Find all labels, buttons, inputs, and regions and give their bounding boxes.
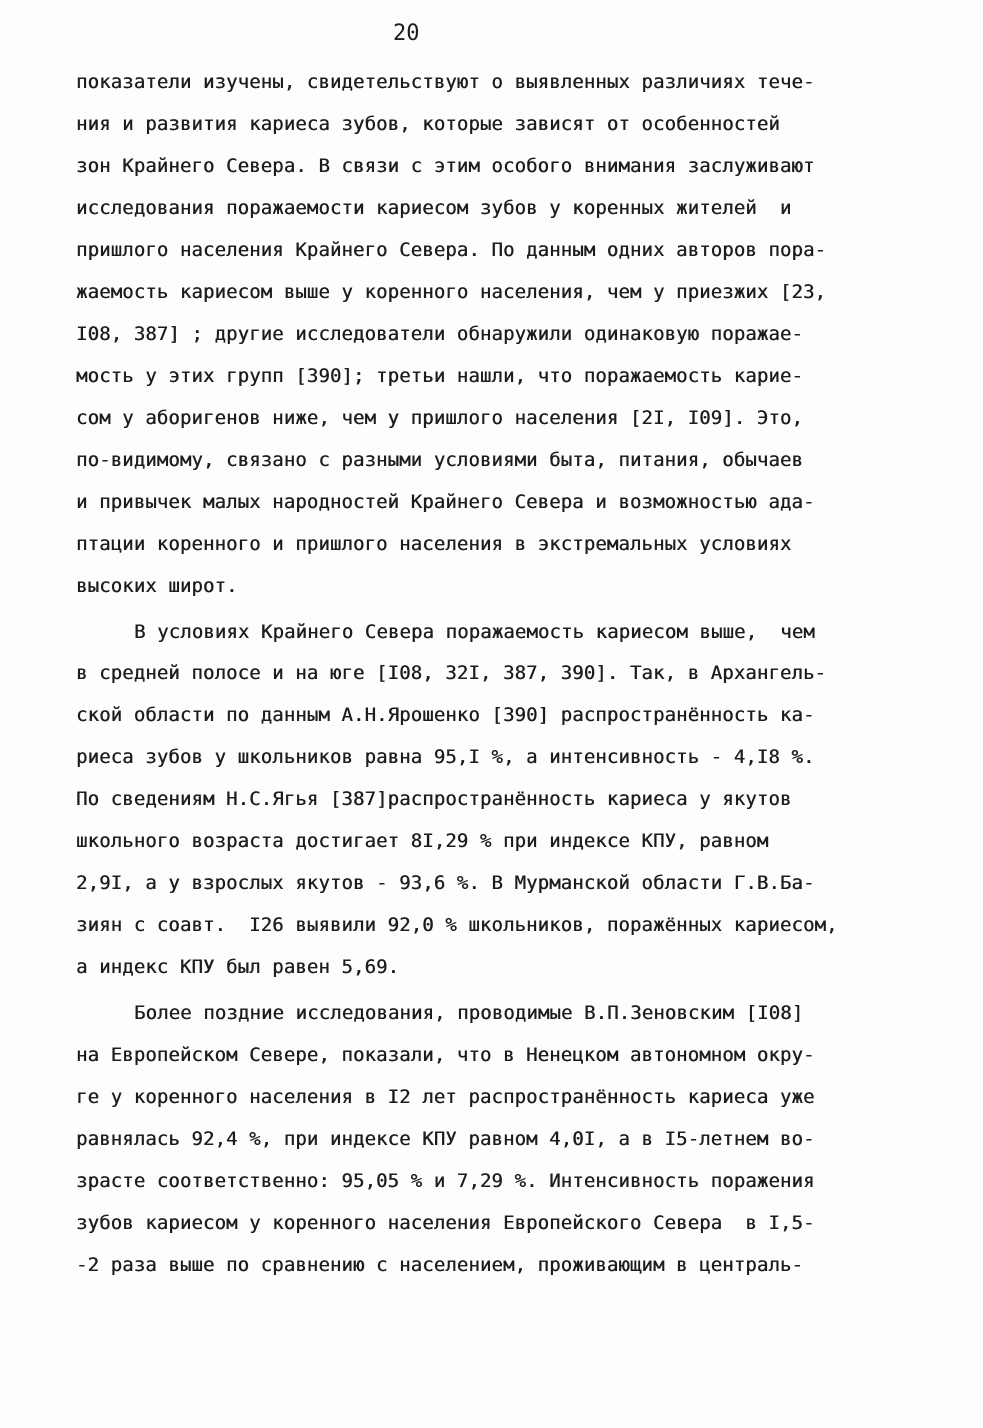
paragraph-1-line-9: сом у аборигенов ниже, чем у пришлого населения [2I, I09]. Это,: [76, 407, 803, 429]
paragraph-2-line-2: в средней полосе и на юге [I08, 32I, 387, 390]. Так, в Архангель-: [76, 662, 827, 684]
paragraph-2-line-7: 2,9I, а у взрослых якутов - 93,6 %. В Мурманской области Г.В.Ба-: [76, 872, 815, 894]
paragraph-1-line-12: птации коренного и пришлого населения в экстремальных условиях: [76, 533, 792, 555]
paragraph-3-line-1: Более поздние исследования, проводимые В.П.Зеновским [I08]: [134, 1002, 804, 1024]
paragraph-1-line-1: показатели изучены, свидетельствуют о выявленных различиях тече-: [76, 71, 815, 93]
paragraph-1-line-4: исследования поражаемости кариесом зубов у коренных жителей и: [76, 197, 792, 219]
paragraph-1-line-8: мость у этих групп [390]; третьи нашли, что поражаемость карие-: [76, 365, 803, 387]
paragraph-3-line-6: зубов кариесом у коренного населения Европейского Севера в I,5-: [76, 1212, 815, 1234]
paragraph-2-line-1: В условиях Крайнего Севера поражаемость кариесом выше, чем: [134, 621, 815, 643]
paragraph-3-line-5: зрасте соответственно: 95,05 % и 7,29 %. Интенсивность поражения: [76, 1170, 815, 1192]
paragraph-3-line-4: равнялась 92,4 %, при индексе КПУ равном 4,0I, а в I5-летнем во-: [76, 1128, 815, 1150]
paragraph-1-line-7: I08, 387] ; другие исследователи обнаружили одинаковую поражае-: [76, 323, 803, 345]
paragraph-1-line-3: зон Крайнего Севера. В связи с этим особого внимания заслуживают: [76, 155, 815, 177]
paragraph-1-line-5: пришлого населения Крайнего Севера. По данным одних авторов пора-: [76, 239, 827, 261]
paragraph-3-line-2: на Европейском Севере, показали, что в Ненецком автономном окру-: [76, 1044, 815, 1066]
paragraph-2-line-3: ской области по данным А.Н.Ярошенко [390] распространённость ка-: [76, 704, 815, 726]
paragraph-1-line-2: ния и развития кариеса зубов, которые зависят от особенностей: [76, 113, 780, 135]
paragraph-2-line-8: зиян с соавт. I26 выявили 92,0 % школьников, поражённых кариесом,: [76, 914, 838, 936]
paragraph-1-line-6: жаемость кариесом выше у коренного населения, чем у приезжих [23,: [76, 281, 827, 303]
paragraph-3-line-7: -2 раза выше по сравнению с населением, проживающим в централь-: [76, 1254, 803, 1276]
paragraph-2-line-9: а индекс КПУ был равен 5,69.: [76, 956, 400, 978]
page-number: 20: [393, 21, 420, 46]
paragraph-1-line-13: высоких широт.: [76, 575, 238, 597]
paragraph-3-line-3: ге у коренного населения в I2 лет распространённость кариеса уже: [76, 1086, 815, 1108]
paragraph-1-line-11: и привычек малых народностей Крайнего Севера и возможностью ада-: [76, 491, 815, 513]
paragraph-1-line-10: по-видимому, связано с разными условиями быта, питания, обычаев: [76, 449, 803, 471]
paragraph-2-line-6: школьного возраста достигает 8I,29 % при индексе КПУ, равном: [76, 830, 769, 852]
paragraph-2-line-4: риеса зубов у школьников равна 95,I %, а интенсивность - 4,I8 %.: [76, 746, 815, 768]
paragraph-2-line-5: По сведениям Н.С.Ягья [387]распространённость кариеса у якутов: [76, 788, 792, 810]
